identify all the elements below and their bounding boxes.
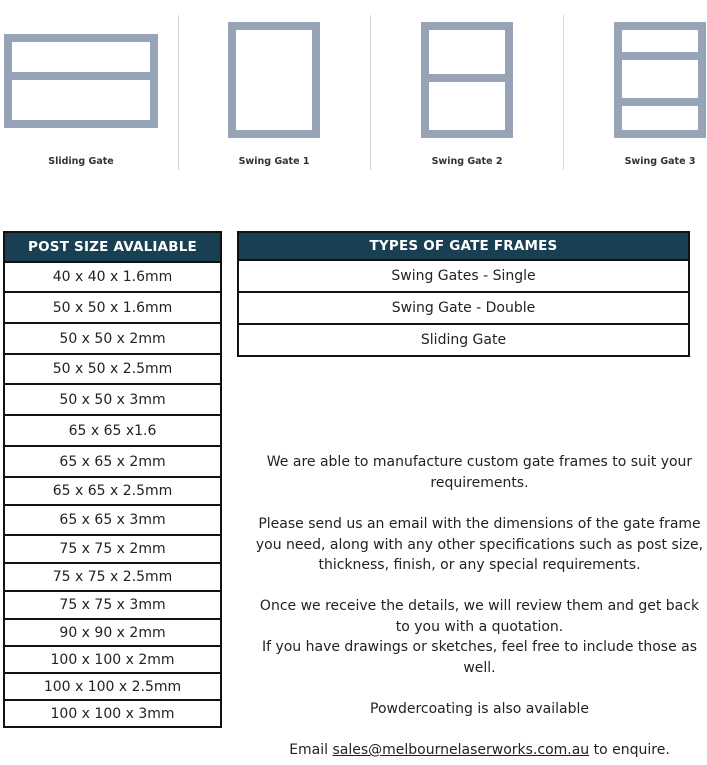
post-size-cell: 100 x 100 x 3mm bbox=[4, 700, 221, 727]
post-size-cell: 65 x 65 x 2.5mm bbox=[4, 477, 221, 505]
sliding-gate-diagram bbox=[4, 34, 158, 128]
info-send-dimensions: Please send us an email with the dimensions of the gate frame you need, along with any other specifications such as post size, thickness, finish, or any special requirements. bbox=[255, 516, 704, 573]
info-drawings: If you have drawings or sketches, feel free to include those as well. bbox=[261, 639, 698, 676]
post-size-table bbox=[3, 231, 222, 728]
gate-caption-swing-3: Swing Gate 3 bbox=[624, 156, 696, 167]
post-size-table-header: POST SIZE AVALIABLE bbox=[4, 232, 221, 262]
info-text-block bbox=[252, 452, 707, 493]
gate-frames-table-header: TYPES OF GATE FRAMES bbox=[238, 232, 689, 260]
gate-divider bbox=[370, 15, 371, 170]
email-link[interactable]: sales@melbournelaserworks.com.au bbox=[332, 742, 590, 758]
info-email-line bbox=[252, 740, 707, 761]
swing-gate-1-diagram bbox=[228, 22, 320, 138]
info-send-email-block bbox=[252, 514, 707, 576]
gate-caption-sliding: Sliding Gate bbox=[48, 156, 114, 167]
gate-caption-swing-1: Swing Gate 1 bbox=[238, 156, 310, 167]
email-suffix: to enquire. bbox=[593, 742, 670, 758]
info-custom-frames: We are able to manufacture custom gate frames to suit your requirements. bbox=[266, 454, 693, 491]
gate-divider bbox=[178, 15, 179, 170]
gate-frame-type-cell: Swing Gate - Double bbox=[238, 292, 689, 324]
post-size-cell: 50 x 50 x 2mm bbox=[4, 323, 221, 354]
post-size-cell: 50 x 50 x 2.5mm bbox=[4, 354, 221, 384]
swing-gate-2-diagram bbox=[421, 22, 513, 138]
info-quotation: Once we receive the details, we will review them and get back to you with a quotation. bbox=[259, 598, 700, 635]
post-size-cell: 75 x 75 x 3mm bbox=[4, 591, 221, 619]
post-size-cell: 65 x 65 x1.6 bbox=[4, 415, 221, 446]
post-size-cell: 75 x 75 x 2mm bbox=[4, 535, 221, 563]
post-size-cell: 100 x 100 x 2.5mm bbox=[4, 673, 221, 700]
post-size-cell: 75 x 75 x 2.5mm bbox=[4, 563, 221, 591]
info-powdercoating-block bbox=[252, 699, 707, 720]
info-quotation-block bbox=[252, 596, 707, 678]
gate-frames-table bbox=[237, 231, 690, 357]
gate-divider bbox=[563, 15, 564, 170]
post-size-cell: 50 x 50 x 3mm bbox=[4, 384, 221, 415]
post-size-cell: 65 x 65 x 3mm bbox=[4, 505, 221, 535]
post-size-cell: 90 x 90 x 2mm bbox=[4, 619, 221, 646]
gate-caption-swing-2: Swing Gate 2 bbox=[431, 156, 503, 167]
post-size-cell: 40 x 40 x 1.6mm bbox=[4, 262, 221, 292]
post-size-cell: 100 x 100 x 2mm bbox=[4, 646, 221, 673]
email-prefix: Email bbox=[289, 742, 329, 758]
gate-frame-type-cell: Sliding Gate bbox=[238, 324, 689, 356]
post-size-cell: 50 x 50 x 1.6mm bbox=[4, 292, 221, 323]
post-size-cell: 65 x 65 x 2mm bbox=[4, 446, 221, 477]
info-powdercoating: Powdercoating is also available bbox=[370, 701, 589, 717]
swing-gate-3-diagram bbox=[614, 22, 706, 138]
gate-frame-type-cell: Swing Gates - Single bbox=[238, 260, 689, 292]
